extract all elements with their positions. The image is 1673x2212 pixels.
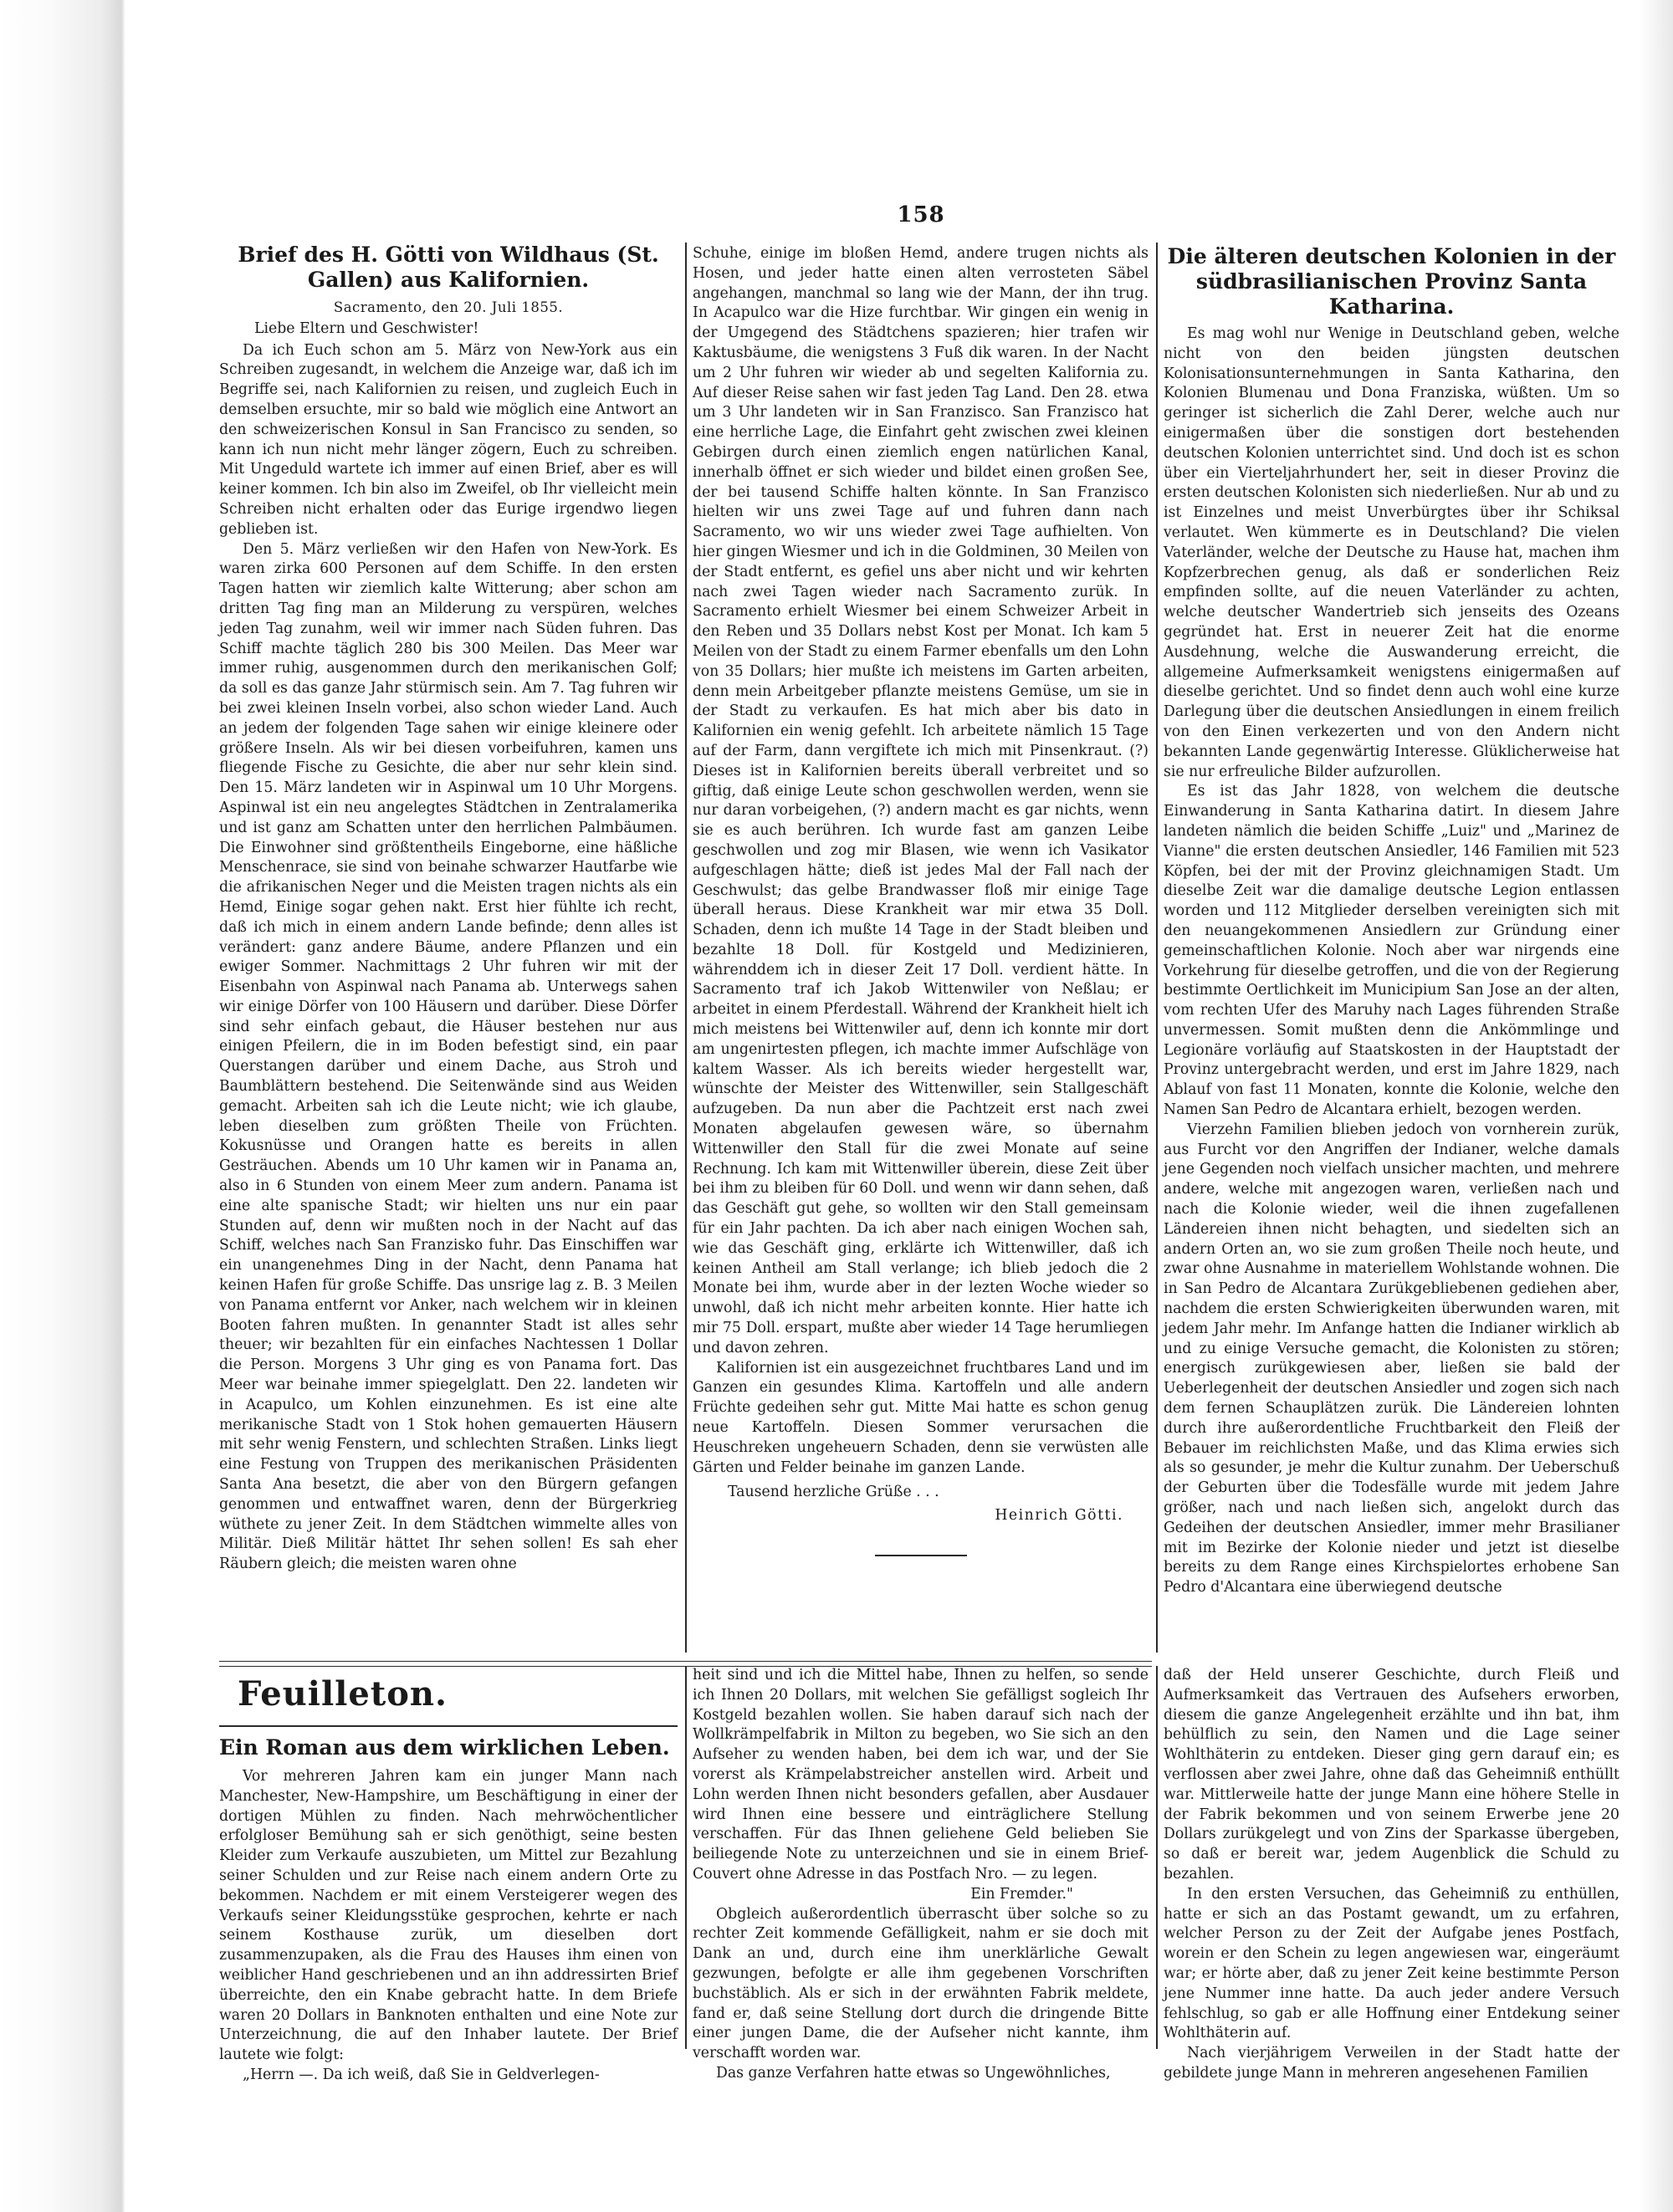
story-paragraph: Obgleich außerordentlich überrascht über solche so zu rechter Zeit kommende Gefälligkeit, nahm er sie doch mit Dank an und, durch eine ihm unerklärliche Gewalt gezwungen, befolgte er alle ihm gegebenen Vorschriften buchstäblich. Als er sich in der erwähnten Fabrik meldete, fand er, daß seine Stellung dort durch die dringende Bitte einer jungen Dame, die der Aufseher nicht kannte, ihm verschafft worden war. [693, 1905, 1149, 2062]
story-paragraph: heit sind und ich die Mittel habe, Ihnen zu helfen, so sende ich Ihnen 20 Dollars, mit welchen Sie gefälligst sogleich Ihr Kostgeld bezahlen wollen. Sie haben darauf sich nach der Wollkrämpelfabrik in Milton zu begeben, wo Sie sich an den Aufseher zu wenden haben, bei dem ich war, und der Sie vorerst als Krämpelabstreicher anstellen wird. Arbeit und Lohn werden Ihnen nicht besonders gefallen, aber Ausdauer wird Ihnen eine bessere und einträglichere Stellung verschaffen. Für das Ihnen geliehene Geld belieben Sie beiliegende Note zu unterzeichnen und sie in einem Brief-Couvert ohne Adresse in das Postfach Nro. — zu legen. [693, 1667, 1149, 1882]
article-end-rule [875, 1555, 967, 1556]
colonies-paragraph: Vierzehn Familien blieben jedoch von vornherein zurük, aus Furcht vor den Angriffen der Indianer, welche damals jene Gegenden noch vielfach unsicher machten, und mehrere andere, welche mit angezogen waren, verließen nach und nach die Kolonie wieder, weil die ihnen zugefallenen Ländereien ihnen nicht behagten, und siedelten sich an andern Orten an, wo sie zum großen Theile noch heute, und zwar ohne Ausnahme in materiellem Wohlstande wohnen. Die in San Pedro de Alcantara Zurükgebliebenen gediehen aber, nachdem die ersten Schwierigkeiten überwunden waren, mit jedem Jahr mehr. Im Anfange hatten die Indianer wirklich ab und zu einige Versuche gemacht, die Kolonisten zu stören; energisch zurükgewiesen aber, ließen sie bald der Ueberlegenheit der deutschen Ansiedler und zogen sich nach dem fernen Schauplätzen zurük. Die Ländereien lohnten durch ihre außerordentliche Fruchtbarkeit den Fleiß der Bebauer im reichlichsten Maße, und das Klima erwies sich als so gesunder, je mehr die Kultur zunahm. Der Ueberschuß der Geburten über die Todesfälle wurde mit jedem Jahre größer, nach und nach ließen sich, angelokt durch das Gedeihen der deutschen Ansiedler, immer mehr Brasilianer mit im Bezirke der Kolonie nieder und jetzt ist dieselbe bereits zu dem Range eines Kirchspielortes erhobene San Pedro d'Alcantara eine überwiegend deutsche [1164, 1121, 1619, 1596]
story-paragraph: daß der Held unserer Geschichte, durch Fleiß und Aufmerksamkeit das Vertrauen des Aufsehers erworben, diesem die ganze Angelegenheit erzählte und ihn bat, ihm behülflich zu sein, den Namen und die Lage seiner Wohlthäterin zu entdeken. Dieser ging gern darauf ein; es verflossen aber zwei Jahre, ohne daß das Geheimniß enthüllt war. Mittlerweile hatte der junge Mann eine höhere Stelle in der Fabrik bekommen und von seinem Erwerbe jene 20 Dollars zurükgelegt und von Zins der Sparkasse übergeben, so daß er bereit war, jedem Augenblick die Schuld zu bezahlen. [1164, 1667, 1619, 1882]
letter-paragraph: Da ich Euch schon am 5. März von New-York aus ein Schreiben zugesandt, in welchem die Anzeige war, daß ich im Begriffe sei, nach Kalifornien zu reisen, und zugleich Euch in demselben ersuchte, mir so bald wie möglich eine Antwort an den schweizerischen Konsul in San Francisco zu senden, so kann ich nun nicht mehr länger zögern, Euch zu schreiben. Mit Ungeduld wartete ich immer auf einen Brief, aber es will keiner kommen. Ich bin also im Zweifel, ob Ihr vielleicht mein Schreiben nicht erhalten oder das Eurige irgendwo liegen geblieben ist. [219, 341, 678, 538]
page-edge-shadow [1640, 0, 1673, 2212]
column-divider [1156, 1666, 1158, 2049]
feuilleton-column-3 [1164, 1666, 1619, 2082]
colonies-headline: Die älteren deutschen Kolonien in der südbrasilianischen Provinz Santa Katharina. [1167, 244, 1616, 319]
story-paragraph: Vor mehreren Jahren kam ein junger Mann nach Manchester, New-Hampshire, um Beschäftigung in einer der dortigen Mühlen zu finden. Nach mehrwöchentlicher erfolgloser Bemühung sah er sich genöthigt, seine besten Kleider zum Verkaufe auszubieten, um Mittel zur Bezahlung seiner Schulden und zur Reise nach einem andern Orte zu bekommen. Nachdem er mit einem Versteigerer wegen des Verkaufs seiner Kleidungsstüke gesprochen, kehrte er nach seinem Kosthause zurük, um dieselben dort zusammenzupaken, als die Frau des Hauses ihm einen von weiblicher Hand geschriebenen und an ihn addressirten Brief überreichte, den ein Knabe gebracht hatte. In dem Briefe waren 20 Dollars in Banknoten enthalten und eine Note zur Unterzeichnung, die auf den Inhaber lautete. Der Brief lautete wie folgt: [219, 1768, 678, 2064]
column-left-letter [219, 243, 678, 1652]
story-paragraph: Das ganze Verfahren hatte etwas so Ungewöhnliches, [716, 2064, 1111, 2082]
colonies-paragraph: Es mag wohl nur Wenige in Deutschland geben, welche nicht von den beiden jüngsten deutschen Kolonisationsunternehmungen in Santa Katharina, den Kolonien Blumenau und Dona Franziska, wüßten. Um so geringer ist sicherlich die Zahl Derer, welche auch nur einigermaßen über die sonstigen dort bestehenden deutschen Kolonien unterrichtet sind. Und doch ist es schon über ein Vierteljahrhundert her, seit in dieser Provinz die ersten deutschen Kolonisten sich niederließen. Nur ab und zu ist Einzelnes und meist Unverbürgtes über ihr Schiksal verlautet. Wen kümmerte es in Deutschland? Die vielen Vaterländer, welche der Deutsche zu Hause hat, machen ihm Kopfzerbrechen genug, als daß er sonderlichen Reiz empfinden sollte, auf die neuen Vaterländer zu achten, welche deutscher Wandertrieb sich jenseits des Ozeans gegründet hat. Erst in neuerer Zeit hat die enorme Ausdehnung, welche die Auswanderung erreicht, die allgemeine Aufmerksamkeit wenigstens einigermaßen auf dieselbe gerichtet. Und so findet denn auch wohl eine kurze Darlegung über die deutschen Ansiedlungen in einem freilich von den Einen verkezerten und von den Andern nicht bekannten Lande gegenwärtig Interesse. Glüklicherweise hat sie nur erfreuliche Bilder aufzurollen. [1164, 325, 1619, 780]
page-number: 158 [897, 202, 945, 227]
column-divider [685, 243, 687, 1653]
letter-paragraph: Kalifornien ist ein ausgezeichnet fruchtbares Land und im Ganzen ein gesundes Klima. Kartoffeln und alle andern Früchte gedeihen sehr gut. Mitte Mai hatte es schon genug neue Kartoffeln. Diesen Sommer verursachen die Heuschreken ungeheuern Schaden, denn sie verwüsten alle Gärten und Felder beinahe im ganzen Lande. [693, 1359, 1149, 1476]
letter-paragraph: Schuhe, einige im bloßen Hemd, andere trugen nichts als Hosen, und jeder hatte einen alten verrosteten Säbel angehangen, manchmal so lang wie der Mann, der ihn trug. In Acapulco war die Hize furchtbar. Wir gingen ein wenig in der Umgegend des Städtchens spazieren; hier trafen wir Kaktusbäume, die wenigstens 3 Fuß dik waren. In der Nacht um 2 Uhr fuhren wir wieder ab und segelten Kalifornia zu. Auf dieser Reise sahen wir fast jeden Tag Land. Den 28. etwa um 3 Uhr landeten wir in San Franzisco. San Franzisco hat eine herrliche Lage, die Einfahrt geht zwischen zwei kleinen Gebirgen durch einen ziemlich engen natürlichen Kanal, innerhalb öffnet er sich wieder und bildet einen großen See, der bei tausend Schiffe halten könnte. In San Franzisco hielten wir uns zwei Tage auf und fuhren dann nach Sacramento, wo wir uns wieder zwei Tage aufhielten. Von hier gingen Wiesmer und ich in die Goldminen, 30 Meilen von der Stadt entfernt, es gefiel uns aber nicht und wir kehrten nach zwei Tagen wieder nach Sacramento zurük. In Sacramento erhielt Wiesmer bei einem Schweizer Arbeit in den Reben und 35 Dollars nebst Kost per Monat. Ich kam 5 Meilen von der Stadt zu einem Farmer ebenfalls um den Lohn von 35 Dollars; hier mußte ich meistens im Garten arbeiten, denn mein Arbeitgeber pflanzte meistens Gemüse, um sie in der Stadt zu verkaufen. Es hat mich aber bis dato in Kalifornien ein wenig gefehlt. Ich arbeitete nämlich 15 Tage auf der Farm, dann vergiftete ich mich mit Pinsenkraut. (?) Dieses ist in Kalifornien bereits überall verbreitet und so giftig, daß einige Leute schon geschwollen werden, wenn sie nur daran vorbeigehen, (?) andern macht es gar nichts, wenn sie es auch berühren. Ich wurde fast am ganzen Leibe geschwollen und zog mir Blasen, wie wenn ich Vasikator aufgeschlagen hätte; dieß ist jedes Mal der Fall nach der Geschwulst; das gelbe Brandwasser floß mir einige Tage überall heraus. Diese Krankheit war mir etwa 35 Doll. Schaden, denn ich mußte 14 Tage in der Stadt bleiben und bezahlte 18 Doll. für Kostgeld und Medizinieren, währenddem ich in dieser Zeit 17 Doll. verdient hätte. In Sacramento traf ich Jakob Wittenwiler von Neßlau; er arbeitet in einem Pferdestall. Während der Krankheit hielt ich mich meistens bei Wittenwiler auf, denn ich konnte mir dort am ungenirtesten pflegen, ich machte immer Aufschläge von kaltem Wasser. Als ich bereits wieder hergestellt war, wünschte der Meister des Wittenwiller, sein Stallgeschäft aufzugeben. Da nun aber die Pachtzeit erst nach zwei Monaten abgelaufen gewesen wäre, so übernahm Wittenwiller den Stall für die zwei Monate auf seine Rechnung. Ich kam mit Wittenwiller überein, diese Zeit über bei ihm zu bleiben für 60 Doll. und wenn wir dann sehen, daß das Geschäft gut gehe, so wollten wir den Stall gemeinsam für ein Jahr pachten. Da ich aber nach einigen Wochen sah, wie das Geschäft ging, erklärte ich Wittenwiller, daß ich keinen Antheil am Stall verlange; ich blieb jedoch die 2 Monate bei ihm, wurde aber in der lezten Woche wieder so unwohl, daß ich nicht mehr arbeiten konnte. Hier hatte ich mir 75 Doll. erspart, mußte aber wieder 14 Tage herumliegen und davon zehren. [693, 245, 1149, 1356]
letter-paragraph: Den 5. März verließen wir den Hafen von New-York. Es waren zirka 600 Personen auf dem Schiffe. In den ersten Tagen hatten wir ziemlich kalte Witterung; aber schon am dritten Tag fing man an Milderung zu verspüren, welches jeden Tag zunahm, weil wir immer nach Süden fuhren. Das Schiff machte täglich 280 bis 300 Meilen. Das Meer war immer ruhig, ausgenommen durch den merikanischen Golf; da soll es das ganze Jahr stürmisch sein. Am 7. Tag fuhren wir bei zwei kleinen Inseln vorbei, also schon wieder Land. Auch an jedem der folgenden Tage sahen wir einige kleinere oder größere Inseln. Als wir bei diesen vorbeifuhren, kamen uns fliegende Fische zu Gesichte, die aber nur sehr klein sind. Den 15. März landeten wir in Aspinwal um 10 Uhr Morgens. Aspinwal ist ein neu angelegtes Städtchen in Zentralamerika und ist ganz am Schatten unter den herrlichen Palmbäumen. Die Einwohner sind größtentheils Eingeborne, eine häßliche Menschenrace, sie sind von beinahe schwarzer Hautfarbe wie die afrikanischen Neger und die Meisten tragen nichts als ein Hemd, Einige sogar gehen nakt. Erst hier fühlte ich recht, daß ich mich in einem andern Lande befinde; denn alles ist verändert: ganz andere Bäume, andere Pflanzen und ein ewiger Sommer. Nachmittags 2 Uhr fuhren wir mit der Eisenbahn von Aspinwal nach Panama ab. Unterwegs sahen wir einige Dörfer von 100 Häusern und darüber. Diese Dörfer sind sehr einfach gebaut, die Häuser bestehen nur aus einigen Pfeilern, die in im Boden befestigt sind, ein paar Querstangen darüber und einem Dache, aus Stroh und Baumblättern bestehend. Die Seitenwände sind aus Weiden gemacht. Arbeiten sah ich die Leute nicht; wie ich glaube, leben dieselben zum größten Theile von Früchten. Kokusnüsse und Orangen hatte es bereits in allen Gesträuchen. Abends um 10 Uhr kamen wir in Panama an, also in 6 Stunden von einem Meer zum andern. Panama ist eine alte spanische Stadt; wir hielten uns nur ein paar Stunden auf, denn wir mußten noch in der Nacht auf das Schiff, welches nach San Franzisko fuhr. Das Einschiffen war ein unangenehmes Ding in der Nacht, denn Panama hat keinen Hafen für große Schiffe. Das unsrige lag z. B. 3 Meilen von Panama entfernt vor Anker, nach welchem wir in kleinen Booten fahren mußten. In genannter Stadt ist alles sehr theuer; wir bezahlten für ein einfaches Nachtessen 1 Dollar die Person. Morgens 3 Uhr ging es von Panama fort. Das Meer war beinahe immer spiegelglatt. Den 22. landeten wir in Acapulco, um Kohlen einzunehmen. Es ist eine alte merikanische Stadt von 1 Stok hohen gemauerten Häusern mit sehr wenig Fenstern, und schlechten Straßen. Links liegt eine Festung von Truppen des merikanischen Präsidenten Santa Ana besetzt, die aber von den Bürgern gefangen genommen und entwaffnet waren, denn der Bürgerkrieg wüthete zu jener Zeit. In dem Städtchen wimmelte alles von Militär. Dieß Militär hättet Ihr sehen sollen! Es sah eher Räubern gleich; die meisten waren ohne [219, 540, 678, 1573]
feuilleton-column-2 [693, 1666, 1149, 2082]
story-paragraph: Nach vierjährigem Verweilen in der Stadt hatte der gebildete junge Mann in mehreren angesehenen Familien [1164, 2045, 1619, 2082]
story-paragraph: In den ersten Versuchen, das Geheimniß zu enthüllen, hatte er sich an das Postamt gewandt, um zu erfahren, welcher Person zu der Zeit der Aufgabe jenes Postfach, worein er den Schein zu legen angewiesen war, eingeräumt war; er hörte aber, daß zu jener Zeit keine bestimmte Person jene Nummer inne hatte. Da auch jeder andere Versuch fehlschlug, so gab er alle Hoffnung einer Entdekung seiner Wohlthäterin auf. [1164, 1885, 1619, 2042]
feuilleton-heading: Feuilleton. [238, 1674, 448, 1714]
colonies-paragraph: Es ist das Jahr 1828, von welchem die deutsche Einwanderung in Santa Katharina datirt. In diesem Jahre landeten nämlich die beiden Schiffe „Luiz" und „Marinez de Vianne" die ersten deutschen Ansiedler, 146 Familien mit 523 Köpfen, bei der mit der Provinz gleichnamigen Stadt. Um dieselbe Zeit war die damalige deutsche Legion entlassen worden und 112 Mitglieder derselben vereinigten sich mit den neuangekommenen Ansiedlern zur Gründung einer gemeinschaftlichen Kolonie. Noch aber war nirgends eine Vorkehrung für dieselbe getroffen, und die von der Regierung bestimmte Oertlichkeit im Municipium San Jose an der alten, vom rechten Ufer des Maruhy nach Lages führenden Straße unvermessen. Somit mußten denn die Ankömmlinge und Legionäre vorläufig auf Staatskosten in der Hauptstadt der Provinz untergebracht werden, und erst im Jahre 1829, nach Ablauf von fast 11 Monaten, konnte die Kolonie, welche den Namen San Pedro de Alcantara erhielt, bezogen werden. [1164, 783, 1619, 1119]
newspaper-page [219, 125, 1623, 2083]
book-binding-shadow [0, 0, 125, 2212]
letter-signature: Heinrich Götti. [995, 1507, 1123, 1525]
column-right-article [1164, 244, 1619, 1653]
feuilleton-column-1 [219, 1735, 678, 2083]
letter-dateline: Sacramento, den 20. Juli 1855. [333, 299, 564, 315]
column-middle-letter [693, 244, 1149, 1653]
letter-greeting: Tausend herzliche Grüße . . . [728, 1484, 939, 1501]
column-divider [1156, 243, 1158, 1653]
feuilleton-heading-rule [219, 1725, 678, 1727]
story-paragraph: „Herrn —. Da ich weiß, daß Sie in Geldverlegen- [243, 2066, 600, 2083]
story-title: Ein Roman aus dem wirklichen Leben. [219, 1735, 670, 1760]
letter-salutation: Liebe Eltern und Geschwister! [254, 319, 479, 337]
story-signature: Ein Fremder." [970, 1885, 1073, 1903]
column-divider [685, 1666, 687, 2049]
letter-headline: Brief des H. Götti von Wildhaus (St. Gallen) aus Kalifornien. [238, 243, 659, 292]
